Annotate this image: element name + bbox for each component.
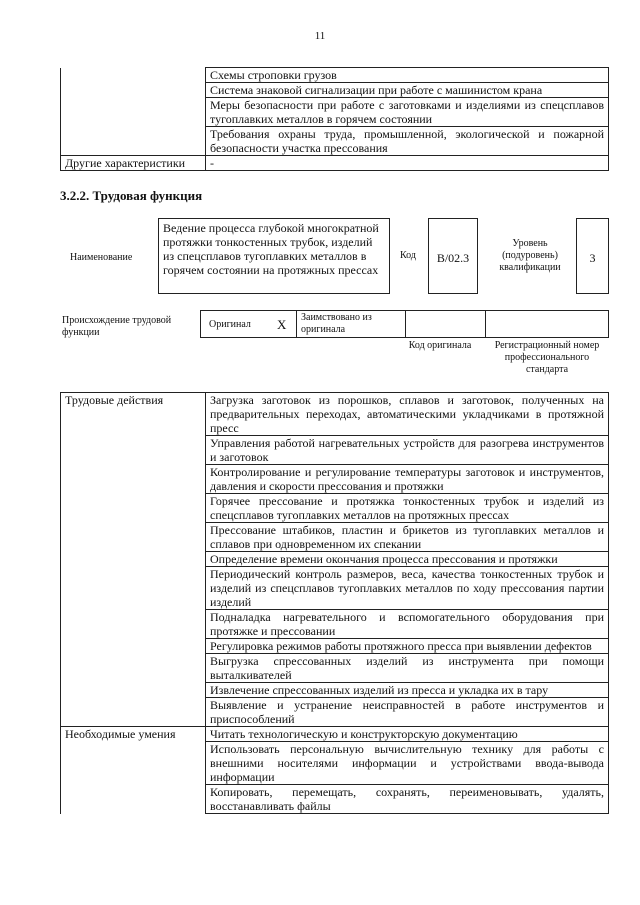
top-characteristics-table xyxy=(60,67,609,171)
empty-label-cell xyxy=(61,654,206,683)
origin-label: Происхождение трудовой функции xyxy=(62,315,172,338)
empty-label-cell xyxy=(61,698,206,727)
table-row: Загрузка заготовок из порошков, сплавов и заготовок, полученных на предварительных переходах, автоматическими укладчиками в протяжной пресс xyxy=(206,393,609,436)
table-row: Прессование штабиков, пластин и брикетов из тугоплавких металлов и сплавов при одновременном их спекании xyxy=(206,523,609,552)
reg-number-caption: Регистрационный номер профессионального стандарта xyxy=(494,340,600,375)
skills-label: Необходимые умения xyxy=(61,727,206,742)
empty-label-cell xyxy=(61,610,206,639)
table-row: Копировать, перемещать, сохранять, переименовывать, удалять, восстанавливать файлы xyxy=(206,785,609,814)
labor-function-table xyxy=(60,392,609,814)
table-row: Горячее прессование и протяжка тонкостенных трубок и изделий из спецсплавов тугоплавких металлов на протяжных прессах xyxy=(206,494,609,523)
table-row: Контролирование и регулирование температуры заготовок и инструментов, давления и скорости прессования и протяжки xyxy=(206,465,609,494)
empty-label-cell xyxy=(61,68,206,83)
table-row: Система знаковой сигнализации при работе с машинистом крана xyxy=(206,83,609,98)
empty-label-cell xyxy=(61,639,206,654)
section-heading: 3.2.2. Трудовая функция xyxy=(60,188,203,203)
table-row: Схемы строповки грузов xyxy=(206,68,609,83)
table-row: Требования охраны труда, промышленной, экологической и пожарной безопасности участка прессования xyxy=(206,127,609,156)
empty-label-cell xyxy=(61,436,206,465)
table-row: Выявление и устранение неисправностей в работе инструментов и приспособлений xyxy=(206,698,609,727)
level-label: Уровень (подуровень) квалификации xyxy=(499,238,561,273)
original-mark: X xyxy=(277,317,287,332)
empty-label-cell xyxy=(61,494,206,523)
table-row: Управления работой нагревательных устройств для разогрева инструментов и заготовок xyxy=(206,436,609,465)
divider xyxy=(485,311,486,337)
origin-box xyxy=(200,310,609,338)
name-label: Наименование xyxy=(70,252,133,263)
empty-label-cell xyxy=(61,785,206,814)
table-row: Выгрузка спрессованных изделий из инструмента при помощи выталкивателей xyxy=(206,654,609,683)
labor-actions-label: Трудовые действия xyxy=(61,393,206,436)
empty-label-cell xyxy=(61,465,206,494)
empty-label-cell xyxy=(61,567,206,610)
empty-label-cell xyxy=(61,742,206,785)
divider xyxy=(296,311,297,337)
table-row: Определение времени окончания процесса прессования и протяжки xyxy=(206,552,609,567)
table-row: Извлечение спрессованных изделий из пресса и укладка их в тару xyxy=(206,683,609,698)
empty-label-cell xyxy=(61,83,206,98)
table-row: Подналадка нагревательного и вспомогательного оборудования при протяжке и прессовании xyxy=(206,610,609,639)
code-value: B/02.3 xyxy=(428,218,478,294)
empty-label-cell xyxy=(61,523,206,552)
other-characteristics-value: - xyxy=(206,156,609,171)
table-row: Регулировка режимов работы протяжного пресса при выявлении дефектов xyxy=(206,639,609,654)
original-label: Оригинал xyxy=(209,319,251,330)
table-row: Меры безопасности при работе с заготовками и изделиями из спецсплавов тугоплавких металлов в горячем состоянии xyxy=(206,98,609,127)
divider xyxy=(405,311,406,337)
empty-label-cell xyxy=(61,683,206,698)
code-label: Код xyxy=(400,250,416,261)
table-row: Периодический контроль размеров, веса, качества тонкостенных трубок и изделий из спецсплавов тугоплавких металлов по ходу прессования партии изделий xyxy=(206,567,609,610)
function-name-value: Ведение процесса глубокой многократной протяжки тонкостенных трубок, изделий из спецсплавов тугоплавких металлов в горячем состоянии на протяжных прессах xyxy=(158,218,390,294)
code-original-caption: Код оригинала xyxy=(408,340,472,351)
table-row: Использовать персональную вычислительную технику для работы с внешними носителями информации и устройствами ввода-вывода информации xyxy=(206,742,609,785)
level-value: 3 xyxy=(576,218,609,294)
page-number: 11 xyxy=(314,30,326,42)
empty-label-cell xyxy=(61,98,206,127)
table-row: Читать технологическую и конструкторскую документацию xyxy=(206,727,609,742)
other-characteristics-label: Другие характеристики xyxy=(61,156,206,171)
empty-label-cell xyxy=(61,127,206,156)
empty-label-cell xyxy=(61,552,206,567)
borrowed-label: Заимствовано из оригинала xyxy=(301,312,372,335)
